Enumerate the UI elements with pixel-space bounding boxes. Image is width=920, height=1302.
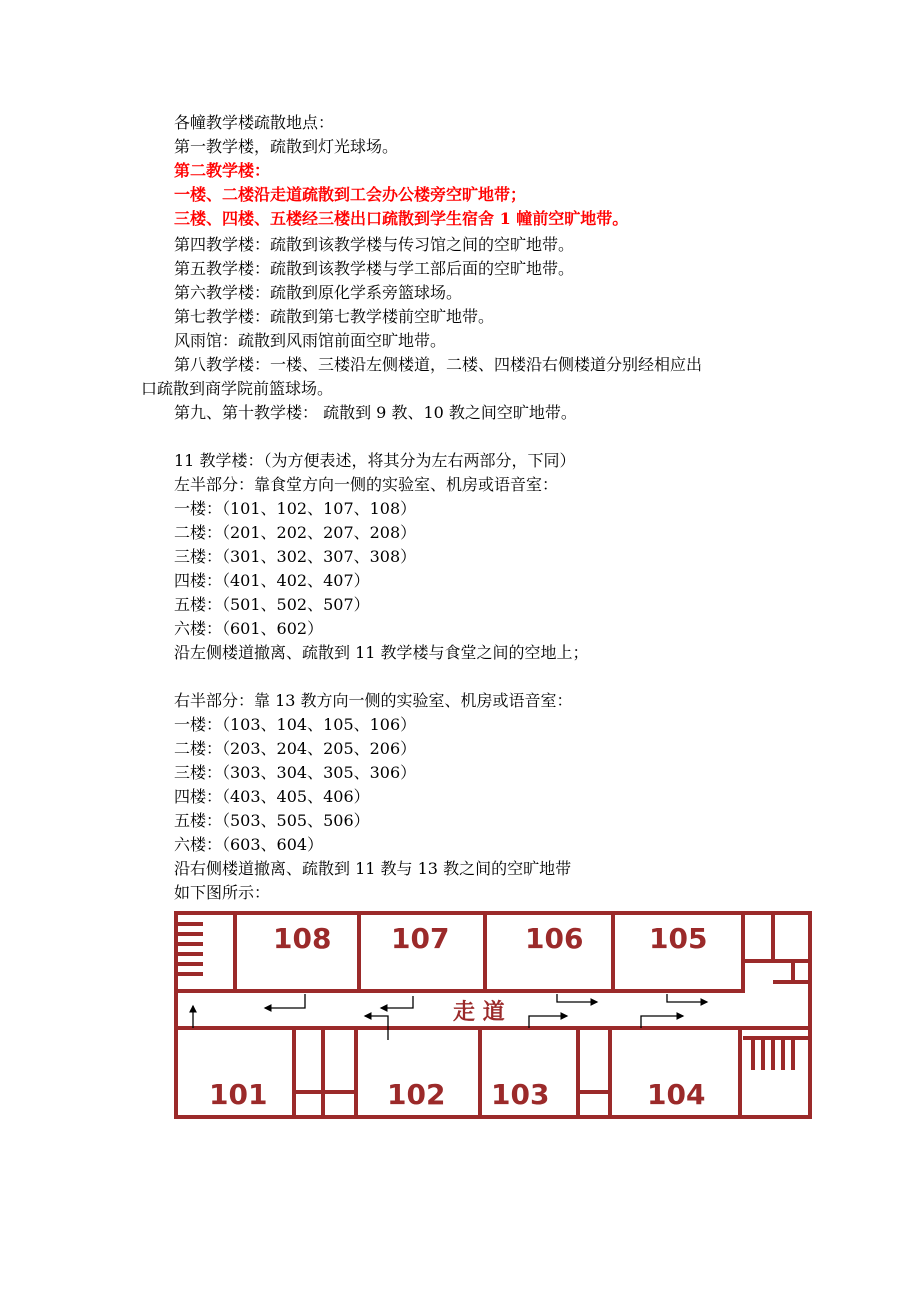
building-1-line: 第一教学楼，疏散到灯光球场。 [174,137,399,156]
right-floor-2: 二楼：（203、204、205、206） [174,739,417,758]
corridor-label: 走 道 [453,1000,505,1025]
arrow-105 [667,994,707,1002]
room-104-label: 104 [647,1078,706,1111]
left-floor-2: 二楼：（201、202、207、208） [174,523,417,542]
building-8-line-b: 口疏散到商学院前篮球场。 [141,379,334,398]
building-2-route-1: 一楼、二楼沿走道疏散到工会办公楼旁空旷地带； [174,185,527,204]
building-2-route-2: 三楼、四楼、五楼经三楼出口疏散到学生宿舍 1 幢前空旷地带。 [174,209,629,228]
room-108-label: 108 [273,922,332,955]
building-5-line: 第五教学楼：疏散到该教学楼与学工部后面的空旷地带。 [174,259,575,278]
right-floor-1: 一楼：（103、104、105、106） [174,715,417,734]
floor-plan-diagram [173,910,813,1120]
left-half-title: 左半部分：靠食堂方向一侧的实验室、机房或语音室： [174,475,559,494]
room-105-label: 105 [649,922,708,955]
left-floor-1: 一楼：（101、102、107、108） [174,499,417,518]
evacuation-arrows [193,994,707,1040]
toilet-outline [743,913,810,961]
stair-treads [177,924,810,1070]
room-102-label: 102 [387,1078,446,1111]
left-route-line: 沿左侧楼道撤离、疏散到 11 教学楼与食堂之间的空地上； [174,643,589,662]
right-floor-4: 四楼：（403、405、406） [174,787,370,806]
building-9-10-line: 第九、第十教学楼： 疏散到 9 教、10 教之间空旷地带。 [174,403,577,422]
right-floor-5: 五楼：（503、505、506） [174,811,370,830]
arrow-107 [381,996,413,1008]
left-floor-3: 三楼：（301、302、307、308） [174,547,417,566]
right-floor-3: 三楼：（303、304、305、306） [174,763,417,782]
left-floor-6: 六楼：（601、602） [174,619,324,638]
room-103-label: 103 [491,1078,550,1111]
right-route-line: 沿右侧楼道撤离、疏散到 11 教与 13 教之间的空旷地带 [174,859,572,878]
building-6-line: 第六教学楼：疏散到原化学系旁篮球场。 [174,283,463,302]
building-4-line: 第四教学楼：疏散到该教学楼与传习馆之间的空旷地带。 [174,235,575,254]
building-2-title: 第二教学楼： [174,161,271,180]
building-8-line-a: 第八教学楼：一楼、三楼沿左侧楼道，二楼、四楼沿右侧楼道分别经相应出 [174,355,703,374]
intro-line: 各幢教学楼疏散地点： [174,113,335,132]
arrow-106 [557,994,597,1002]
left-floor-4: 四楼：（401、402、407） [174,571,370,590]
left-floor-5: 五楼：（501、502、507） [174,595,370,614]
figure-caption: 如下图所示： [174,883,271,902]
right-half-title: 右半部分：靠 13 教方向一侧的实验室、机房或语音室： [174,691,573,710]
building-7-line: 第七教学楼：疏散到第七教学楼前空旷地带。 [174,307,495,326]
right-floor-6: 六楼：（603、604） [174,835,324,854]
room-101-label: 101 [209,1078,268,1111]
room-107-label: 107 [391,922,450,955]
arrow-108 [265,994,305,1008]
fengyu-hall-line: 风雨馆：疏散到风雨馆前面空旷地带。 [174,331,447,350]
room-106-label: 106 [525,922,584,955]
building-11-title: 11 教学楼：（为方便表述，将其分为左右两部分，下同） [174,451,576,470]
